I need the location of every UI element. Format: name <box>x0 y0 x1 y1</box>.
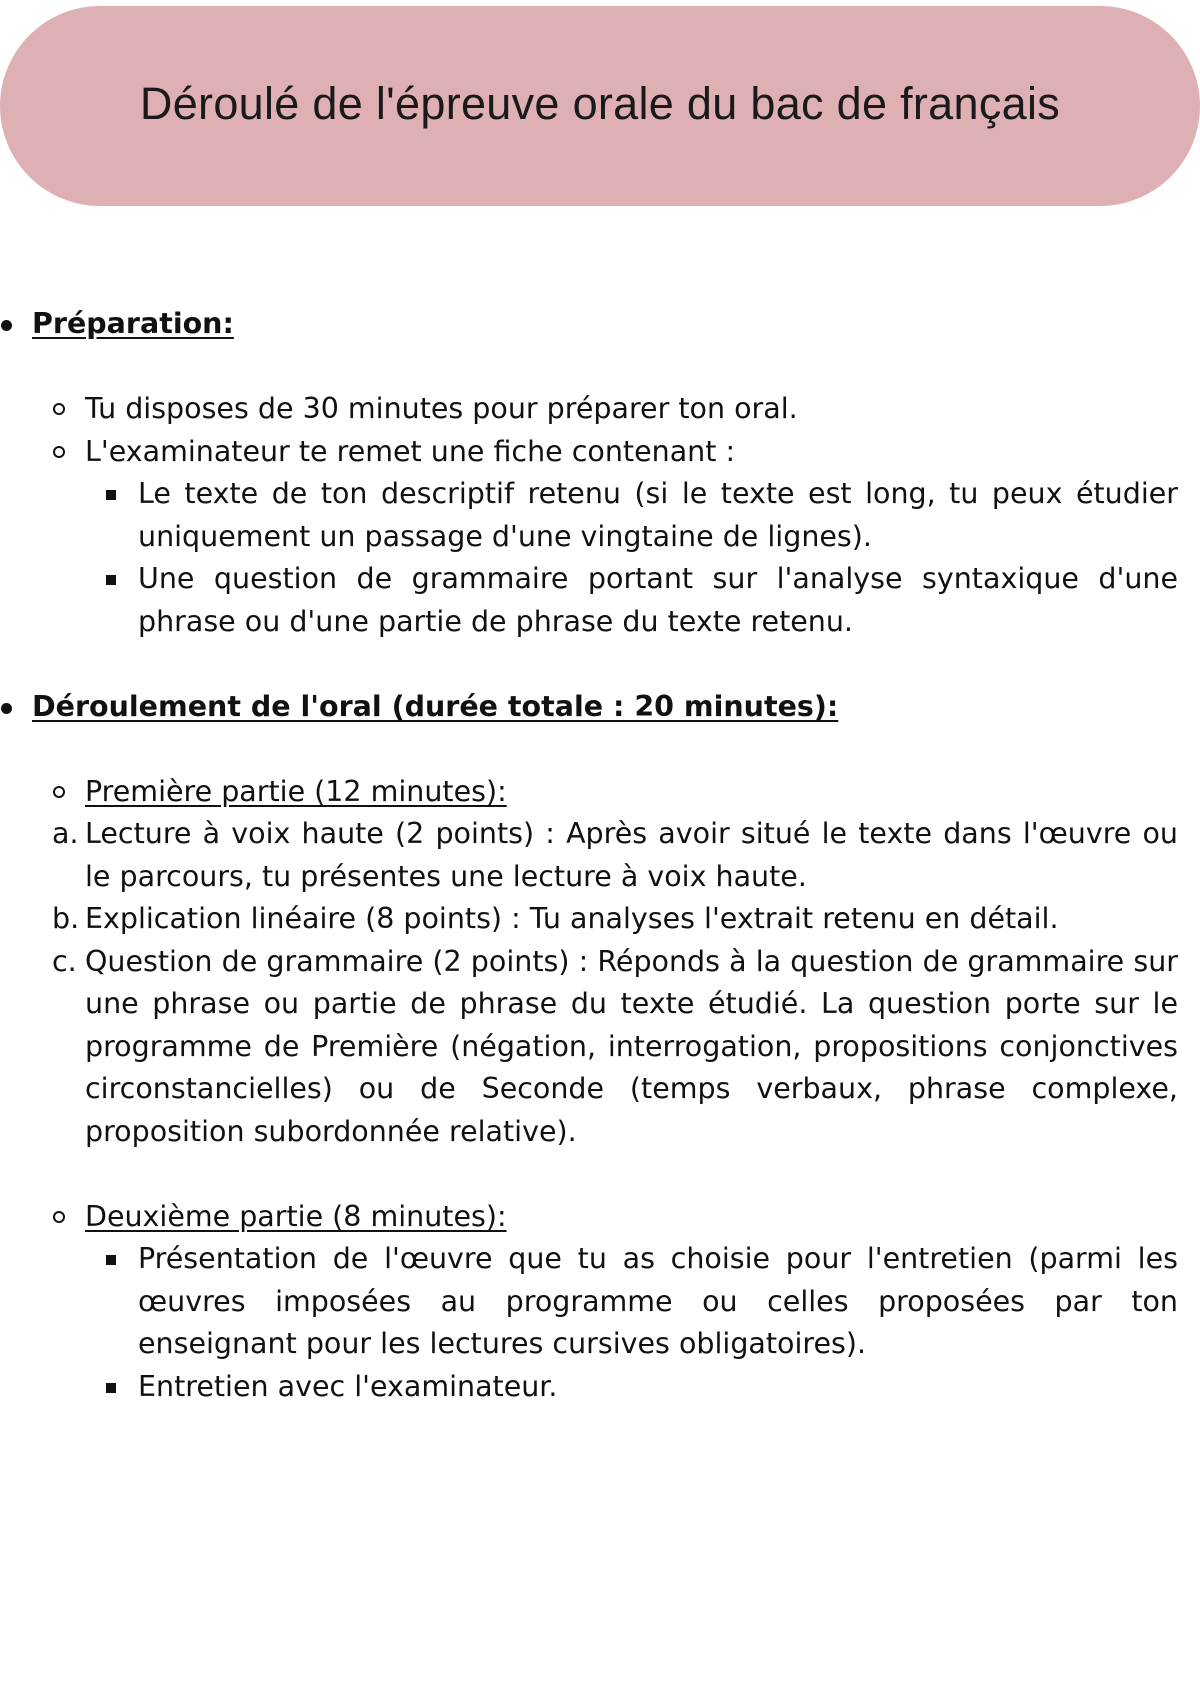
list-item <box>0 813 1178 898</box>
part-heading-1: Première partie (12 minutes): <box>85 774 507 808</box>
list-item <box>0 941 1178 1154</box>
circle-bullet-icon <box>53 1211 65 1223</box>
circle-bullet-icon <box>53 786 65 798</box>
part-heading-2: Deuxième partie (8 minutes): <box>85 1199 507 1233</box>
list-item-text: L'examinateur te remet une fiche contenant : <box>85 434 736 468</box>
list-item-text: Lecture à voix haute (2 points) : Après avoir situé le texte dans l'œuvre ou le parcours, tu présentes une lecture à voix haute. <box>85 817 1178 893</box>
list-item <box>0 558 1178 643</box>
list-letter: b. <box>52 902 80 935</box>
disc-bullet-icon <box>1 320 12 331</box>
square-bullet-icon <box>106 1383 116 1393</box>
square-bullet-icon <box>106 490 116 500</box>
square-bullet-icon <box>106 1255 116 1265</box>
title-banner <box>0 6 1200 206</box>
list-item-text: Le texte de ton descriptif retenu (si le texte est long, tu peux étudier uniquement un passage d'une vingtaine de lignes). <box>138 477 1178 553</box>
section-deroulement <box>0 686 1178 729</box>
list-item-text: Explication linéaire (8 points) : Tu analyses l'extrait retenu en détail. <box>85 902 1059 935</box>
list-item <box>0 1238 1178 1366</box>
list-item-text: Une question de grammaire portant sur l'analyse syntaxique d'une phrase ou d'une partie de phrase du texte retenu. <box>138 562 1178 638</box>
list-item <box>0 473 1178 558</box>
section-preparation <box>0 303 1178 346</box>
section-heading-deroulement: Déroulement de l'oral (durée totale : 20 minutes): <box>32 689 839 723</box>
disc-bullet-icon <box>1 703 12 714</box>
list-letter: a. <box>52 817 79 850</box>
section-heading-preparation: Préparation: <box>32 307 234 340</box>
list-item <box>0 771 1178 814</box>
list-item-text: Tu disposes de 30 minutes pour préparer ton oral. <box>85 392 798 425</box>
list-item <box>0 1366 1178 1409</box>
list-item <box>0 1196 1178 1239</box>
document-body <box>0 303 1178 1408</box>
list-item-text: Entretien avec l'examinateur. <box>138 1369 558 1403</box>
list-item-text: Question de grammaire (2 points) : Réponds à la question de grammaire sur une phrase ou partie de phrase du texte étudié. La question porte sur le programme de Première (négation, interrogation, propositions conjonctives circonstancielles) ou de Seconde (temps verbaux, phrase complexe, proposition subordonnée relative). <box>85 944 1178 1148</box>
circle-bullet-icon <box>53 403 65 415</box>
list-letter: c. <box>52 944 77 978</box>
list-item-text: Présentation de l'œuvre que tu as choisie pour l'entretien (parmi les œuvres imposées au programme ou celles proposées par ton enseignant pour les lectures cursives obligatoires). <box>138 1242 1178 1360</box>
list-item <box>0 898 1178 941</box>
square-bullet-icon <box>106 575 116 585</box>
list-item <box>0 431 1178 474</box>
circle-bullet-icon <box>53 446 65 458</box>
page-title: Déroulé de l'épreuve orale du bac de français <box>139 78 1061 129</box>
list-item <box>0 388 1178 431</box>
